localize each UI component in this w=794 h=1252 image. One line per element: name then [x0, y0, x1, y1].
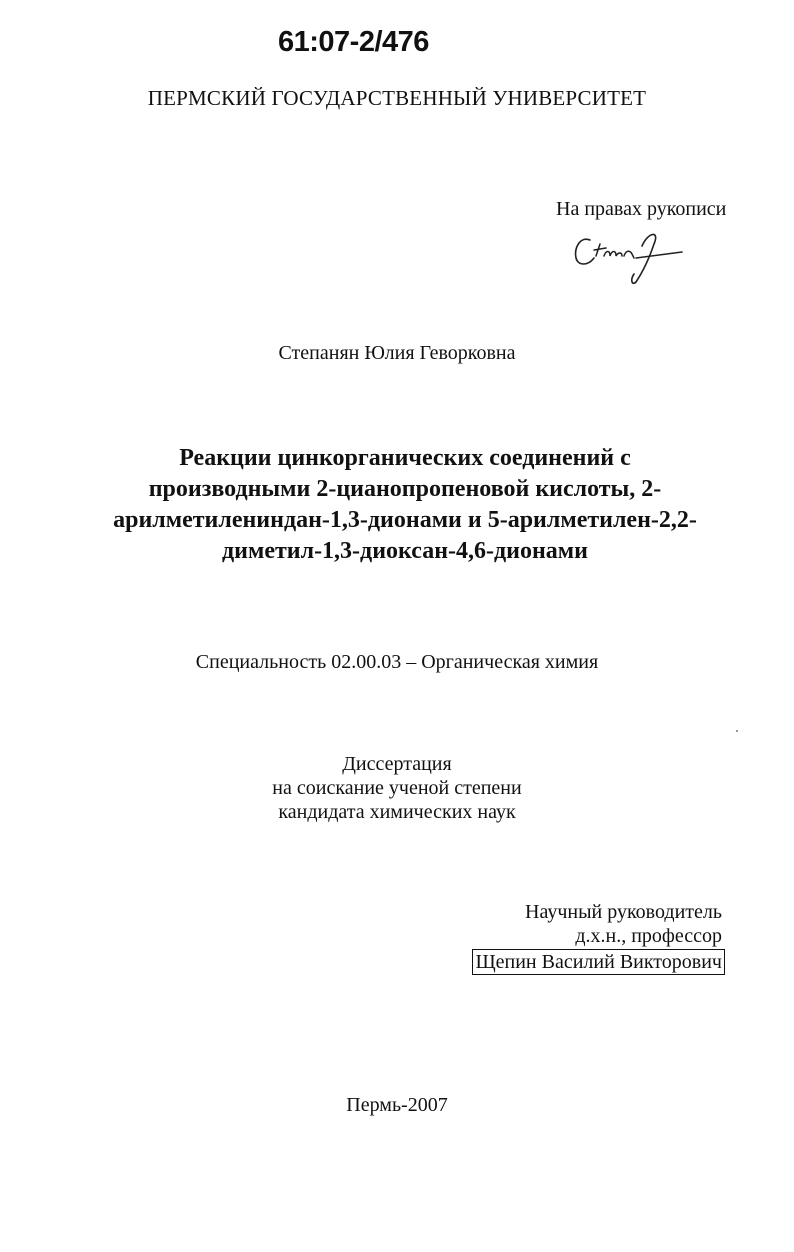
- dissertation-line: Диссертация: [342, 753, 452, 775]
- city-year: Пермь-2007: [346, 1094, 448, 1116]
- author-name: Степанян Юлия Геворковна: [278, 342, 516, 364]
- scan-speck: [736, 730, 738, 732]
- supervisor-degree: д.х.н., профессор: [575, 925, 722, 947]
- university-name: ПЕРМСКИЙ ГОСУДАРСТВЕННЫЙ УНИВЕРСИТЕТ: [147, 86, 647, 110]
- dissertation-line: кандидата химических наук: [278, 801, 516, 823]
- dissertation-title: [60, 443, 750, 567]
- title-line: арилметилениндан-1,3-дионами и 5-арилметилен-2,2-: [113, 507, 697, 533]
- title-line: Реакции цинкорганических соединений с: [179, 445, 631, 471]
- title-line: диметил-1,3-диоксан-4,6-дионами: [222, 538, 588, 564]
- supervisor-role: Научный руководитель: [525, 901, 722, 923]
- author-signature-icon: [570, 222, 690, 286]
- manuscript-rights-note: На правах рукописи: [556, 198, 727, 220]
- supervisor-block: [472, 900, 722, 975]
- dissertation-degree-block: [0, 752, 794, 824]
- title-line: производными 2-цианопропеновой кислоты, 2-: [148, 476, 662, 502]
- specialty-line: Специальность 02.00.03 – Органическая химия: [195, 651, 599, 673]
- supervisor-name: Щепин Василий Викторович: [472, 949, 725, 975]
- archive-stamp-code: 61:07-2/476: [278, 26, 429, 58]
- dissertation-line: на соискание ученой степени: [272, 777, 522, 799]
